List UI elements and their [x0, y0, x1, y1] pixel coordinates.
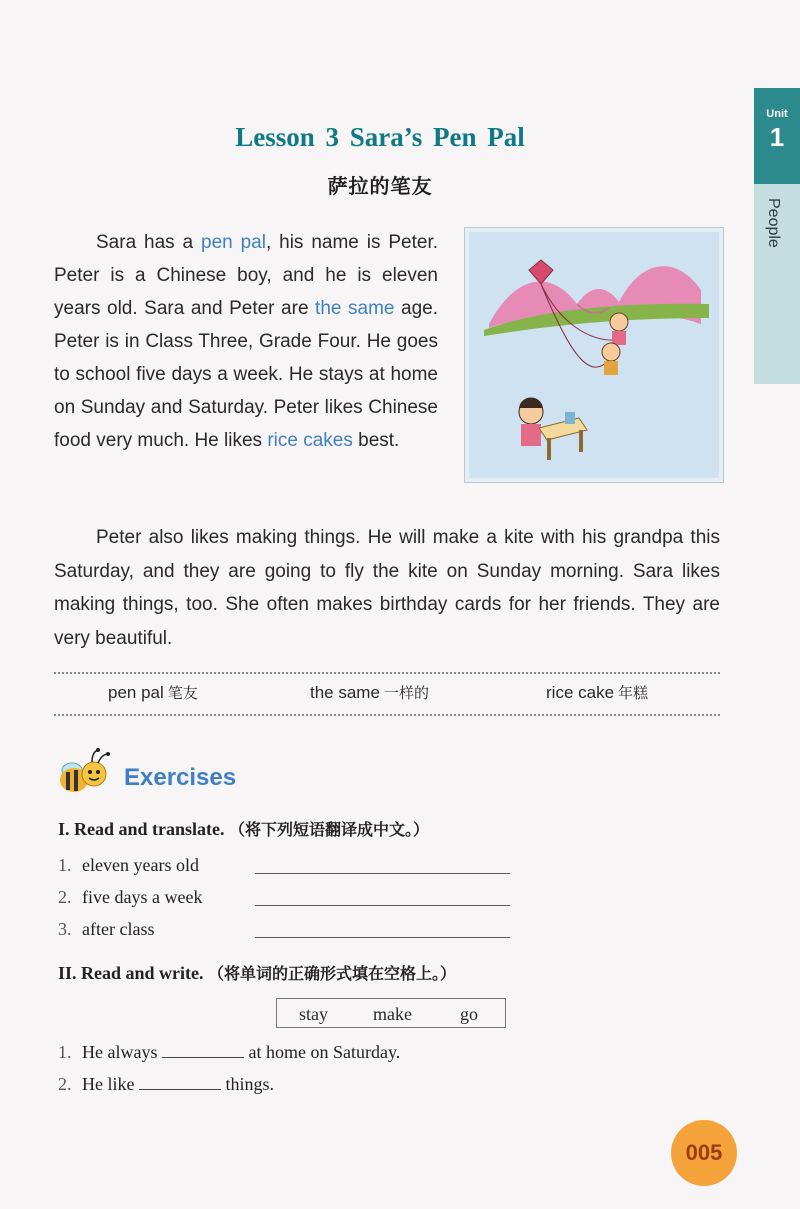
exercise-1-instruction: （将下列短语翻译成中文。） — [229, 820, 430, 839]
passage-text: best. — [352, 430, 400, 451]
item-text: after class — [82, 919, 155, 939]
item-text: at home on Saturday. — [243, 1042, 401, 1062]
list-item — [58, 1041, 400, 1063]
exercise-2-title: II. Read and write. — [58, 963, 204, 983]
list-item — [58, 887, 202, 908]
item-text: eleven years old — [82, 855, 199, 875]
unit-tab[interactable] — [754, 88, 800, 184]
vocab-item — [310, 682, 429, 703]
exercise-1-title: I. Read and translate. — [58, 819, 225, 839]
bee-icon — [56, 748, 120, 800]
unit-label: Unit — [766, 108, 788, 120]
passage-paragraph-2 — [54, 521, 720, 655]
item-number: 2. — [58, 1074, 72, 1094]
passage-text: , his name is Peter. Peter is a Chinese boy, and he is eleven years old. Sara and Peter are — [54, 232, 438, 319]
passage-text: Sara has a — [96, 232, 202, 253]
answer-line[interactable] — [255, 873, 510, 874]
lesson-subtitle: 萨拉的笔友 — [327, 176, 433, 198]
item-text: He like — [82, 1074, 139, 1094]
passage-paragraph-1 — [54, 226, 438, 457]
vocab-en: rice cake — [546, 683, 615, 702]
vocab-cn: 一样的 — [383, 684, 429, 702]
kite-scene-icon — [469, 232, 719, 478]
passage-text: Peter also likes making things. He will make a kite with his grandpa this Saturday, and they are going to fly the kite on Sunday morning. Sara likes making things, too. She often makes birthday cards for her friends. They are very beautiful. — [54, 527, 720, 649]
vocab-en: the same — [310, 683, 380, 702]
exercises-title: Exercises — [124, 764, 237, 791]
item-number: 1. — [58, 1042, 72, 1062]
list-item — [58, 855, 199, 876]
vocab-en: pen pal — [108, 683, 164, 702]
word-bank — [276, 998, 506, 1028]
vocab-item — [108, 682, 198, 703]
word-bank-item: stay — [299, 1004, 328, 1024]
vocab-cn: 年糕 — [618, 684, 649, 702]
answer-blank[interactable] — [139, 1073, 221, 1090]
item-number: 3. — [58, 919, 72, 939]
item-text: He always — [82, 1042, 162, 1062]
exercise-2-heading — [58, 961, 456, 984]
vocab-cn: 笔友 — [167, 684, 198, 702]
answer-line[interactable] — [255, 937, 510, 938]
highlight-the-same: the same — [315, 298, 395, 319]
divider — [54, 714, 720, 716]
passage-text: age. Peter is in Class Three, Grade Four. He goes to school five days a week. He stays at home on Sunday and Saturday. Peter likes Chinese food very much. He likes — [54, 298, 438, 451]
vocab-item — [546, 682, 648, 703]
kite-illustration — [465, 228, 723, 482]
item-text: things. — [220, 1074, 274, 1094]
list-item — [58, 919, 154, 940]
item-number: 1. — [58, 855, 72, 875]
answer-line[interactable] — [255, 905, 510, 906]
highlight-pen-pal: pen pal — [201, 232, 266, 253]
word-bank-item: make — [373, 1004, 412, 1024]
word-bank-item: go — [460, 1004, 478, 1024]
exercise-2-instruction: （将单词的正确形式填在空格上。） — [208, 964, 457, 983]
unit-number: 1 — [769, 122, 785, 152]
item-number: 2. — [58, 887, 72, 907]
answer-blank[interactable] — [162, 1041, 244, 1058]
page-number: 005 — [671, 1120, 737, 1186]
divider — [54, 672, 720, 674]
list-item — [58, 1073, 274, 1095]
section-tab[interactable] — [754, 184, 800, 384]
exercise-1-heading — [58, 817, 429, 840]
lesson-title: Lesson 3 Sara’s Pen Pal — [235, 122, 525, 152]
highlight-rice-cakes: rice cakes — [267, 430, 353, 451]
section-tab-label: People — [765, 198, 782, 248]
item-text: five days a week — [82, 887, 203, 907]
